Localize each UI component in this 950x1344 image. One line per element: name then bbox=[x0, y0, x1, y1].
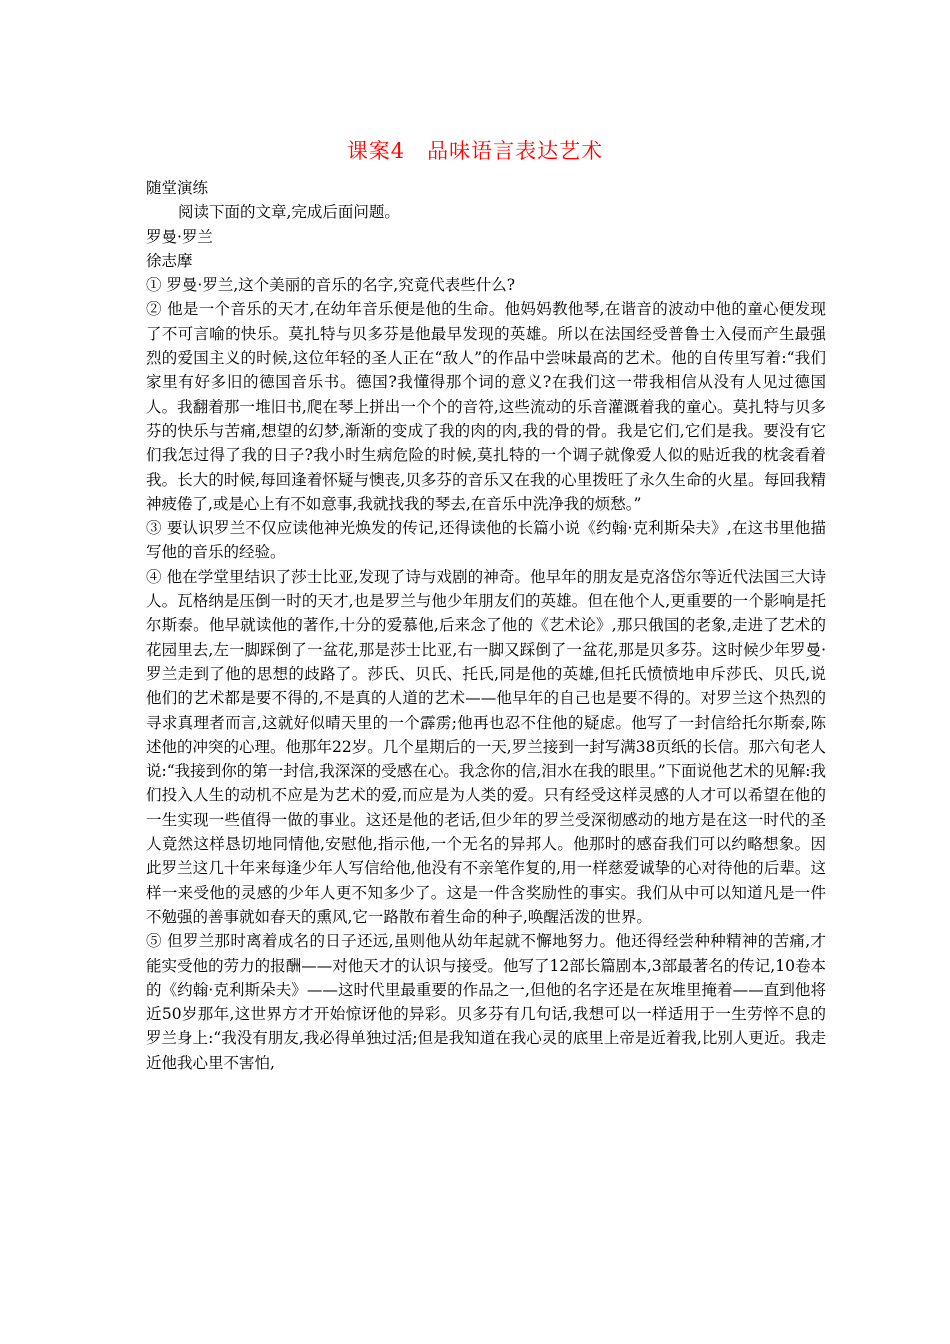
paragraph-4: ④ 他在学堂里结识了莎士比亚,发现了诗与戏剧的神奇。他早年的朋友是克洛岱尔等近代法国三大诗人。瓦格纳是压倒一时的天才,也是罗兰与他少年朋友们的英雄。但在他个人,更重要的一个影响是托尔斯泰。他早就读他的著作,十分的爱慕他,后来念了他的《艺术论》,那只俄国的老象,走进了艺术的花园里去,左一脚踩倒了一盆花,那是莎士比亚,右一脚又踩倒了一盆花,那是贝多芬。这时候少年罗曼·罗兰走到了他的思想的歧路了。莎氏、贝氏、托氏,同是他的英雄,但托氏愤愤地申斥莎氏、贝氏,说他们的艺术都是要不得的,不是真的人道的艺术——他早年的自己也是要不得的。对罗兰这个热烈的寻求真理者而言,这就好似晴天里的一个霹雳;他再也忍不住他的疑虑。他写了一封信给托尔斯泰,陈述他的冲突的心理。他那年22岁。几个星期后的一天,罗兰接到一封写满38页纸的长信。那六旬老人说:“我接到你的第一封信,我深深的受感在心。我念你的信,泪水在我的眼里。”下面说他艺术的见解:我们投入人生的动机不应是为艺术的爱,而应是为人类的爱。只有经受这样灵感的人才可以希望在他的一生实现一些值得一做的事业。这还是他的老话,但少年的罗兰受深彻感动的地方是在这一时代的圣人竟然这样恳切地同情他,安慰他,指示他,一个无名的异邦人。他那时的感奋我们可以约略想象。因此罗兰这几十年来每逢少年人写信给他,他没有不亲笔作复的,用一样慈爱诚挚的心对待他的后辈。这样一来受他的灵感的少年人更不知多少了。这是一件含奖励性的事实。我们从中可以知道凡是一件不勉强的善事就如春天的熏风,它一路散布着生命的种子,唤醒活泼的世界。 bbox=[146, 567, 826, 926]
reading-instruction: 阅读下面的文章,完成后面问题。 bbox=[178, 203, 400, 222]
article-title: 罗曼·罗兰 bbox=[146, 227, 213, 246]
document-body bbox=[146, 176, 826, 1075]
section-label: 随堂演练 bbox=[146, 179, 209, 197]
paragraph-1: ① 罗曼·罗兰,这个美丽的音乐的名字,究竟代表些什么? bbox=[146, 276, 516, 295]
paragraph-2: ② 他是一个音乐的天才,在幼年音乐便是他的生命。他妈妈教他琴,在谐音的波动中他的童心便发现了不可言喻的快乐。莫扎特与贝多芬是他最早发现的英雄。所以在法国经受普鲁士入侵而产生最强烈的爱国主义的时候,这位年轻的圣人正在“敌人”的作品中尝味最高的艺术。他的自传里写着:“我们家里有好多旧的德国音乐书。德国?我懂得那个词的意义?在我们这一带我相信从没有人见过德国人。我翻着那一堆旧书,爬在琴上拼出一个个的音符,这些流动的乐音灌溉着我的童心。莫扎特与贝多芬的快乐与苦痛,想望的幻梦,渐渐的变成了我的肉的肉,我的骨的骨。我是它们,它们是我。要没有它们我怎过得了我的日子?我小时生病危险的时候,莫扎特的一个调子就像爱人似的贴近我的枕衾看着我。长大的时候,每回逢着怀疑与懊丧,贝多芬的音乐又在我的心里拨旺了永久生命的火星。每回我精神疲倦了,或是心上有不如意事,我就找我的琴去,在音乐中洗净我的烦愁。” bbox=[146, 300, 826, 513]
article-author: 徐志摩 bbox=[146, 251, 193, 270]
paragraph-5: ⑤ 但罗兰那时离着成名的日子还远,虽则他从幼年起就不懈地努力。他还得经尝种种精神的苦痛,才能实受他的劳力的报酬——对他天才的认识与接受。他写了12部长篇剧本,3部最著名的传记,10卷本的《约翰·克利斯朵夫》——这时代里最重要的作品之一,但他的名字还是在灰堆里掩着——直到他将近50岁那年,这世界方才开始惊讶他的异彩。贝多芬有几句话,我想可以一样适用于一生劳悴不息的罗兰身上:“我没有朋友,我必得单独过活;但是我知道在我心灵的底里上帝是近着我,比别人更近。我走近他我心里不害怕, bbox=[146, 932, 826, 1072]
lesson-title: 课案4 品味语言表达艺术 bbox=[346, 139, 604, 163]
paragraph-3: ③ 要认识罗兰不仅应读他神光焕发的传记,还得读他的长篇小说《约翰·克利斯朵夫》,在这书里他描写他的音乐的经验。 bbox=[146, 519, 826, 562]
